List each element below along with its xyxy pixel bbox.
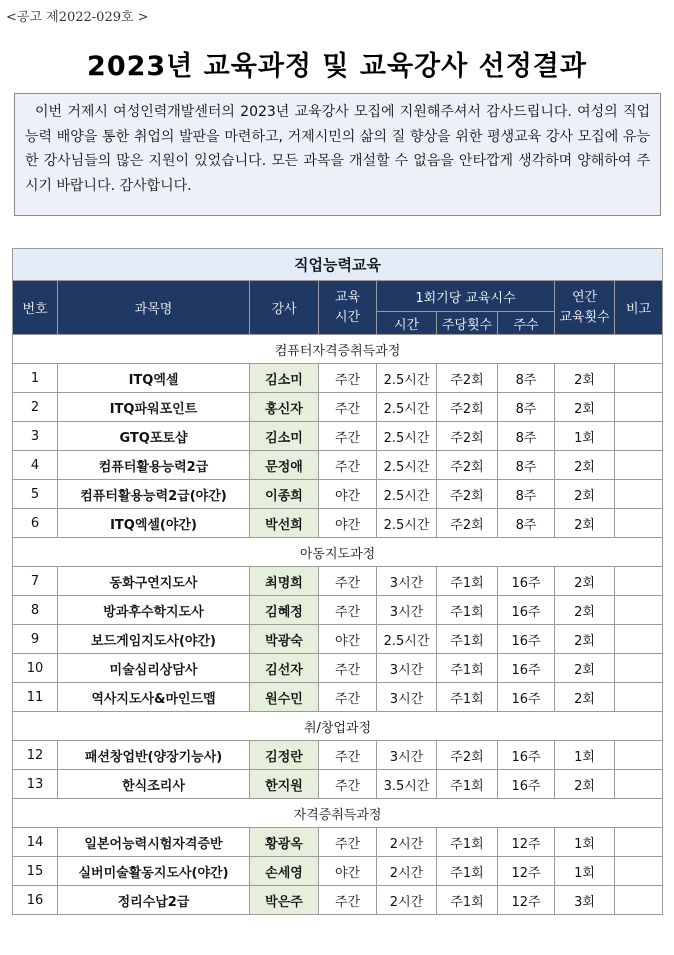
header-weekly: 주당횟수 — [437, 312, 498, 335]
table-row — [13, 654, 663, 683]
header-edu-time: 교육 시간 — [319, 281, 377, 335]
group-header: 자격증취득과정 — [13, 799, 663, 828]
page-title: 2023년 교육과정 및 교육강사 선정결과 — [87, 51, 587, 82]
cell-subject: 동화구연지도사 — [58, 567, 250, 596]
cell-subject: 방과후수학지도사 — [58, 596, 250, 625]
cell-teacher: 문정애 — [250, 451, 319, 480]
cell-remarks — [615, 480, 663, 509]
cell-remarks — [615, 422, 663, 451]
table-row — [13, 480, 663, 509]
cell-hours: 3시간 — [377, 683, 437, 712]
cell-subject: 컴퓨터활용능력2급(야간) — [58, 480, 250, 509]
cell-edu-time: 주간 — [319, 364, 377, 393]
cell-weekly: 주2회 — [437, 364, 498, 393]
cell-no: 6 — [13, 509, 58, 538]
cell-no: 12 — [13, 741, 58, 770]
cell-remarks — [615, 393, 663, 422]
cell-weekly: 주1회 — [437, 625, 498, 654]
cell-annual: 2회 — [555, 770, 615, 799]
cell-remarks — [615, 886, 663, 915]
cell-weekly: 주2회 — [437, 422, 498, 451]
table-row — [13, 770, 663, 799]
cell-hours: 2.5시간 — [377, 422, 437, 451]
cell-hours: 2.5시간 — [377, 625, 437, 654]
table-body — [13, 335, 663, 915]
cell-hours: 3시간 — [377, 567, 437, 596]
cell-hours: 3시간 — [377, 741, 437, 770]
cell-no: 5 — [13, 480, 58, 509]
table-caption: 직업능력교육 — [13, 249, 663, 281]
cell-subject: 정리수납2급 — [58, 886, 250, 915]
cell-weekly: 주2회 — [437, 480, 498, 509]
table-row — [13, 451, 663, 480]
cell-edu-time: 주간 — [319, 567, 377, 596]
cell-edu-time: 주간 — [319, 828, 377, 857]
cell-subject: 패션창업반(양장기능사) — [58, 741, 250, 770]
cell-annual: 3회 — [555, 886, 615, 915]
cell-weeks: 8주 — [498, 422, 555, 451]
cell-weeks: 16주 — [498, 741, 555, 770]
cell-weeks: 8주 — [498, 480, 555, 509]
curriculum-table — [12, 248, 663, 915]
cell-edu-time: 야간 — [319, 509, 377, 538]
cell-weeks: 8주 — [498, 364, 555, 393]
header-subject: 과목명 — [58, 281, 250, 335]
cell-weekly: 주1회 — [437, 828, 498, 857]
cell-hours: 2.5시간 — [377, 364, 437, 393]
cell-remarks — [615, 364, 663, 393]
cell-annual: 1회 — [555, 828, 615, 857]
cell-subject: 보드게임지도사(야간) — [58, 625, 250, 654]
cell-annual: 1회 — [555, 741, 615, 770]
cell-teacher: 김정란 — [250, 741, 319, 770]
table-row — [13, 886, 663, 915]
cell-teacher: 김소미 — [250, 422, 319, 451]
cell-weeks: 16주 — [498, 654, 555, 683]
cell-teacher: 박선희 — [250, 509, 319, 538]
header-weeks: 주수 — [498, 312, 555, 335]
cell-subject: 미술심리상담사 — [58, 654, 250, 683]
cell-teacher: 김소미 — [250, 364, 319, 393]
cell-remarks — [615, 625, 663, 654]
cell-weekly: 주1회 — [437, 596, 498, 625]
cell-remarks — [615, 596, 663, 625]
cell-edu-time: 주간 — [319, 770, 377, 799]
cell-annual: 1회 — [555, 422, 615, 451]
cell-remarks — [615, 857, 663, 886]
cell-weekly: 주2회 — [437, 509, 498, 538]
cell-weeks: 16주 — [498, 567, 555, 596]
table-row — [13, 567, 663, 596]
cell-no: 1 — [13, 364, 58, 393]
cell-annual: 2회 — [555, 683, 615, 712]
cell-weekly: 주2회 — [437, 451, 498, 480]
cell-subject: ITQ파워포인트 — [58, 393, 250, 422]
cell-hours: 3.5시간 — [377, 770, 437, 799]
cell-annual: 2회 — [555, 567, 615, 596]
group-header: 아동지도과정 — [13, 538, 663, 567]
cell-subject: 일본어능력시험자격증반 — [58, 828, 250, 857]
cell-edu-time: 야간 — [319, 857, 377, 886]
group-header: 컴퓨터자격증취득과정 — [13, 335, 663, 364]
cell-weeks: 12주 — [498, 828, 555, 857]
cell-weeks: 8주 — [498, 451, 555, 480]
cell-hours: 2.5시간 — [377, 451, 437, 480]
cell-edu-time: 주간 — [319, 886, 377, 915]
cell-no: 11 — [13, 683, 58, 712]
cell-edu-time: 주간 — [319, 422, 377, 451]
cell-edu-time: 주간 — [319, 451, 377, 480]
table-row — [13, 828, 663, 857]
cell-weeks: 16주 — [498, 770, 555, 799]
header-remarks: 비고 — [615, 281, 663, 335]
cell-hours: 2시간 — [377, 857, 437, 886]
cell-teacher: 홍신자 — [250, 393, 319, 422]
cell-annual: 2회 — [555, 393, 615, 422]
cell-edu-time: 주간 — [319, 741, 377, 770]
cell-weekly: 주1회 — [437, 857, 498, 886]
cell-annual: 2회 — [555, 509, 615, 538]
cell-weeks: 16주 — [498, 625, 555, 654]
cell-remarks — [615, 683, 663, 712]
table-row — [13, 393, 663, 422]
cell-annual: 2회 — [555, 364, 615, 393]
cell-annual: 1회 — [555, 857, 615, 886]
cell-remarks — [615, 770, 663, 799]
cell-subject: 컴퓨터활용능력2급 — [58, 451, 250, 480]
table-row — [13, 625, 663, 654]
cell-hours: 2시간 — [377, 828, 437, 857]
cell-teacher: 원수민 — [250, 683, 319, 712]
cell-subject: 한식조리사 — [58, 770, 250, 799]
cell-edu-time: 야간 — [319, 480, 377, 509]
cell-teacher: 박광숙 — [250, 625, 319, 654]
table-row — [13, 509, 663, 538]
cell-no: 8 — [13, 596, 58, 625]
cell-edu-time: 주간 — [319, 683, 377, 712]
cell-weekly: 주1회 — [437, 567, 498, 596]
cell-teacher: 최명희 — [250, 567, 319, 596]
table-row — [13, 596, 663, 625]
cell-weeks: 12주 — [498, 857, 555, 886]
header-teacher: 강사 — [250, 281, 319, 335]
notice-number: <공고 제2022-029호 > — [6, 10, 149, 25]
cell-annual: 2회 — [555, 625, 615, 654]
cell-edu-time: 주간 — [319, 596, 377, 625]
cell-edu-time: 야간 — [319, 625, 377, 654]
cell-weekly: 주1회 — [437, 770, 498, 799]
cell-hours: 2.5시간 — [377, 480, 437, 509]
cell-weeks: 8주 — [498, 509, 555, 538]
cell-remarks — [615, 828, 663, 857]
cell-no: 15 — [13, 857, 58, 886]
cell-weekly: 주1회 — [437, 886, 498, 915]
intro-text-box: 이번 거제시 여성인력개발센터의 2023년 교육강사 모집에 지원해주셔서 감사드립니다. 여성의 직업능력 배양을 통한 취업의 발판을 마련하고, 거제시민의 삶의 질 향상을 위한 평생교육 강사 모집에 유능한 강사님들의 많은 지원이 있었습니다. 모든 과목을 개설할 수 없음을 안타깝게 생각하며 양해하여 주시기 바랍니다. 감사합니다. — [14, 93, 661, 216]
cell-weeks: 12주 — [498, 886, 555, 915]
cell-remarks — [615, 741, 663, 770]
cell-teacher: 손세영 — [250, 857, 319, 886]
cell-annual: 2회 — [555, 654, 615, 683]
cell-remarks — [615, 567, 663, 596]
cell-no: 2 — [13, 393, 58, 422]
table-row — [13, 683, 663, 712]
cell-teacher: 김혜정 — [250, 596, 319, 625]
cell-subject: ITQ엑셀(야간) — [58, 509, 250, 538]
header-hours: 시간 — [377, 312, 437, 335]
cell-hours: 2.5시간 — [377, 509, 437, 538]
cell-no: 7 — [13, 567, 58, 596]
header-no: 번호 — [13, 281, 58, 335]
cell-subject: ITQ엑셀 — [58, 364, 250, 393]
cell-no: 10 — [13, 654, 58, 683]
cell-weeks: 16주 — [498, 596, 555, 625]
cell-hours: 3시간 — [377, 596, 437, 625]
cell-weekly: 주2회 — [437, 393, 498, 422]
table-row — [13, 857, 663, 886]
cell-teacher: 황광옥 — [250, 828, 319, 857]
table-row — [13, 364, 663, 393]
cell-edu-time: 주간 — [319, 654, 377, 683]
cell-weeks: 16주 — [498, 683, 555, 712]
cell-remarks — [615, 654, 663, 683]
cell-weeks: 8주 — [498, 393, 555, 422]
cell-no: 16 — [13, 886, 58, 915]
cell-teacher: 이종희 — [250, 480, 319, 509]
cell-no: 3 — [13, 422, 58, 451]
cell-edu-time: 주간 — [319, 393, 377, 422]
cell-hours: 2.5시간 — [377, 393, 437, 422]
cell-teacher: 한지원 — [250, 770, 319, 799]
cell-remarks — [615, 509, 663, 538]
cell-annual: 2회 — [555, 596, 615, 625]
cell-no: 14 — [13, 828, 58, 857]
cell-subject: 역사지도사&마인드맵 — [58, 683, 250, 712]
cell-teacher: 박은주 — [250, 886, 319, 915]
cell-subject: 실버미술활동지도사(야간) — [58, 857, 250, 886]
header-per-session: 1회기당 교육시수 — [377, 281, 555, 312]
table-row — [13, 422, 663, 451]
cell-weekly: 주1회 — [437, 683, 498, 712]
table-row — [13, 741, 663, 770]
cell-subject: GTQ포토샵 — [58, 422, 250, 451]
cell-annual: 2회 — [555, 451, 615, 480]
cell-no: 9 — [13, 625, 58, 654]
cell-remarks — [615, 451, 663, 480]
cell-hours: 2시간 — [377, 886, 437, 915]
cell-annual: 2회 — [555, 480, 615, 509]
cell-hours: 3시간 — [377, 654, 437, 683]
header-annual: 연간 교육횟수 — [555, 281, 615, 335]
cell-weekly: 주2회 — [437, 741, 498, 770]
group-header: 취/창업과정 — [13, 712, 663, 741]
cell-teacher: 김선자 — [250, 654, 319, 683]
cell-weekly: 주1회 — [437, 654, 498, 683]
cell-no: 4 — [13, 451, 58, 480]
cell-no: 13 — [13, 770, 58, 799]
